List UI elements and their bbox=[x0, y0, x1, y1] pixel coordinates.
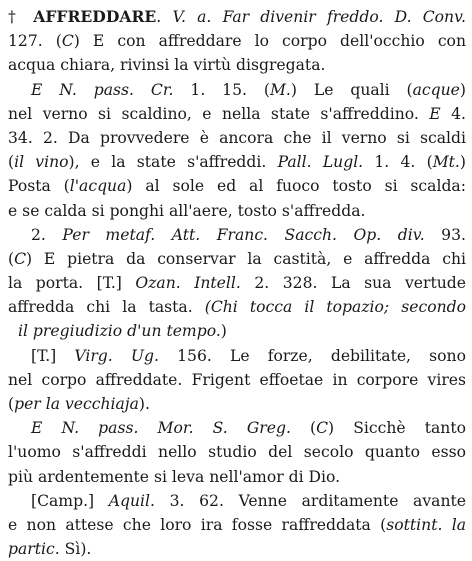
text-line bbox=[8, 102, 466, 126]
text-segment: 93. bbox=[424, 225, 466, 244]
text-segment: † bbox=[8, 8, 34, 26]
text-line bbox=[8, 537, 466, 561]
text-segment: C bbox=[61, 32, 74, 51]
text-segment: Virg. Ug. bbox=[74, 346, 159, 365]
text-segment: la porta. [T.] bbox=[8, 274, 136, 293]
text-segment: 1. 15. ( bbox=[173, 80, 270, 99]
text-line bbox=[8, 392, 466, 416]
text-segment: il pregiudizio d'un tempo. bbox=[18, 322, 221, 341]
text-segment: ). bbox=[138, 395, 150, 413]
text-segment: 1. 4. ( bbox=[363, 153, 433, 172]
text-segment: e non attese che loro ira fosse raffreddata ( bbox=[8, 515, 387, 534]
text-segment: Ozan. Intell. bbox=[135, 274, 241, 293]
text-segment: nel verno si scaldino, e nella state s'affreddino. bbox=[8, 104, 430, 123]
text-segment: l'uomo s'affreddi nello studio del secolo quanto esso bbox=[8, 443, 466, 462]
text-segment: AFFREDDARE bbox=[33, 7, 157, 26]
text-segment: ( bbox=[8, 153, 15, 172]
text-segment: ( bbox=[8, 395, 15, 413]
text-segment: ) bbox=[459, 80, 466, 99]
text-line bbox=[8, 465, 466, 489]
text-segment: ( bbox=[8, 249, 15, 268]
text-segment: V. a. Far divenir freddo. D. Conv. bbox=[172, 8, 466, 26]
text-line bbox=[8, 271, 466, 295]
text-segment: [T.] bbox=[31, 346, 75, 365]
text-segment: sottint. la bbox=[386, 515, 466, 534]
text-line bbox=[8, 174, 466, 198]
text-segment: [Camp.] bbox=[31, 491, 109, 510]
text-segment: nel corpo affreddate. Frigent effoetae in corpore vires bbox=[8, 370, 466, 389]
text-segment: più ardentemente si leva nell'amor di Dio. bbox=[8, 467, 341, 486]
text-line bbox=[8, 513, 466, 537]
text-line bbox=[8, 416, 466, 440]
text-segment: il vino bbox=[14, 153, 69, 172]
dictionary-entry-affreddare bbox=[8, 5, 466, 561]
text-segment: 4. bbox=[440, 104, 466, 123]
text-line bbox=[8, 247, 466, 271]
text-segment: E N. pass. Mor. S. Greg. bbox=[31, 419, 291, 438]
text-segment: ) E con affreddare lo corpo dell'occhio con bbox=[73, 32, 466, 51]
text-segment: ) al sole ed al fuoco tosto si scalda: bbox=[126, 177, 466, 196]
text-segment: ( bbox=[290, 419, 317, 438]
text-line bbox=[8, 53, 466, 77]
text-line bbox=[8, 29, 466, 53]
text-segment: partic. bbox=[8, 540, 60, 559]
text-segment: ) E pietra da conservar la castità, e affredda chi bbox=[26, 249, 466, 268]
text-line bbox=[8, 223, 466, 247]
text-segment: Pall. Lugl. bbox=[277, 153, 364, 172]
text-line bbox=[8, 150, 466, 174]
text-line bbox=[8, 489, 466, 513]
text-segment: ) bbox=[220, 322, 227, 341]
text-line bbox=[8, 5, 466, 29]
text-segment: M. bbox=[269, 80, 291, 99]
text-segment: ), e la state s'affreddi. bbox=[68, 153, 278, 172]
text-segment: 2. bbox=[31, 225, 63, 244]
text-segment: acque bbox=[412, 80, 460, 99]
text-segment: ) bbox=[459, 153, 466, 172]
text-line bbox=[8, 368, 466, 392]
text-line bbox=[8, 440, 466, 464]
text-segment: ) Sicchè tanto bbox=[328, 419, 466, 438]
text-segment: e se calda si ponghi all'aere, tosto s'affredda. bbox=[8, 201, 366, 220]
text-line bbox=[8, 126, 466, 150]
text-line bbox=[8, 78, 466, 102]
text-segment: 34. 2. Da provvedere è ancora che il verno si scaldi bbox=[8, 128, 466, 147]
text-segment: C bbox=[316, 419, 329, 438]
text-segment: per la vecchiaja bbox=[14, 395, 139, 413]
text-line bbox=[8, 319, 466, 343]
text-segment: Aquil. bbox=[108, 491, 155, 510]
text-line bbox=[8, 295, 466, 319]
text-segment: Sì). bbox=[59, 540, 92, 559]
text-segment: Per metaf. Att. Franc. Sacch. Op. div. bbox=[62, 225, 425, 244]
text-segment: 156. Le forze, debilitate, sono bbox=[158, 346, 466, 365]
text-segment: acqua chiara, rivinsi la virtù disgregata. bbox=[8, 56, 326, 75]
text-line bbox=[8, 199, 466, 223]
text-segment: affredda chi la tasta. bbox=[8, 298, 205, 317]
text-segment: (Chi tocca il topazio; secondo bbox=[204, 298, 466, 317]
text-segment: 3. 62. Venne arditamente avante bbox=[154, 491, 466, 510]
text-segment: 2. 328. La sua vertude bbox=[240, 274, 466, 293]
text-segment: ) Le quali ( bbox=[290, 80, 413, 99]
text-segment: E bbox=[429, 104, 441, 123]
text-segment: Posta ( bbox=[8, 177, 70, 196]
text-segment: l'acqua bbox=[69, 177, 127, 196]
text-segment: Mt. bbox=[432, 153, 460, 172]
text-segment: E N. pass. Cr. bbox=[31, 80, 174, 99]
text-segment: . bbox=[156, 8, 173, 26]
text-segment: 127. ( bbox=[8, 32, 62, 51]
text-line bbox=[8, 344, 466, 368]
text-segment: C bbox=[14, 249, 27, 268]
